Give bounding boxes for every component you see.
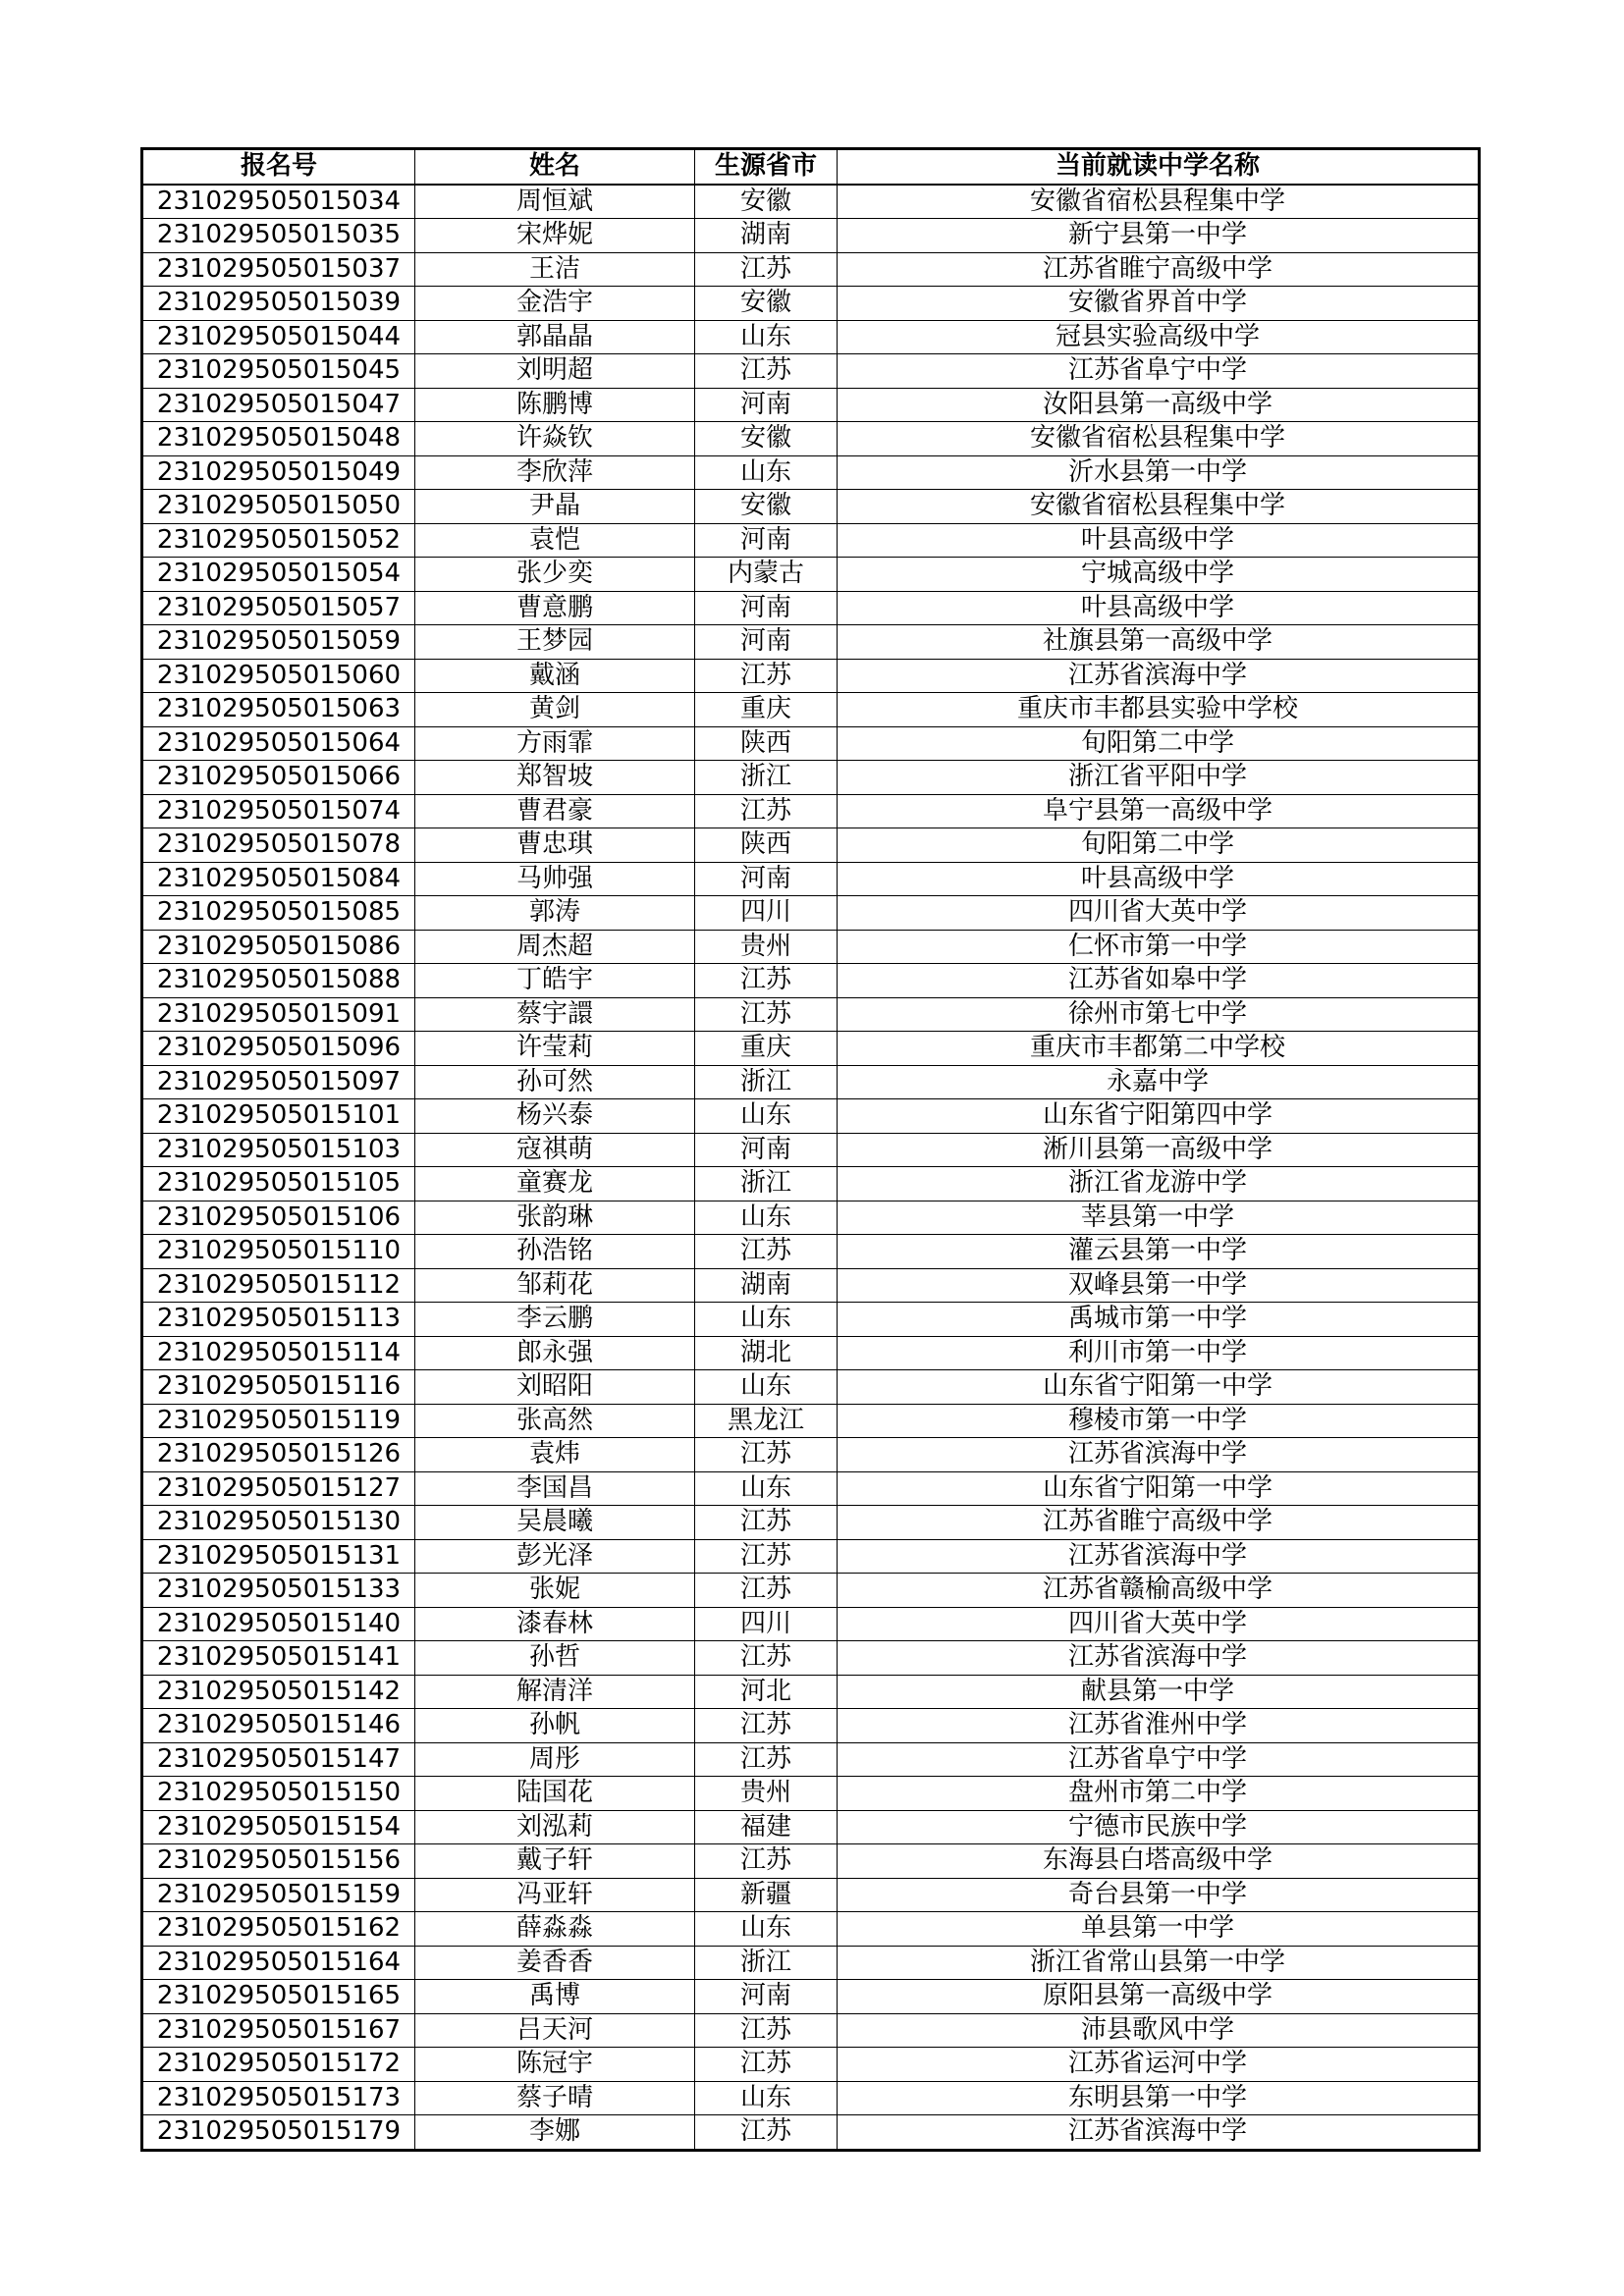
table-row — [142, 1065, 1480, 1099]
province-cell: 河南 — [695, 1980, 838, 2014]
name-cell: 彭光泽 — [415, 1539, 695, 1574]
table-row — [142, 523, 1480, 558]
school-cell: 安徽省宿松县程集中学 — [838, 490, 1480, 524]
school-cell: 献县第一中学 — [838, 1675, 1480, 1709]
table-row — [142, 1506, 1480, 1540]
table-row — [142, 1742, 1480, 1777]
province-cell: 江苏 — [695, 964, 838, 998]
name-cell: 张韵琳 — [415, 1201, 695, 1235]
registration-number-cell: 231029505015078 — [142, 828, 415, 863]
registration-number-cell: 231029505015096 — [142, 1032, 415, 1066]
table-row — [142, 1709, 1480, 1743]
province-cell: 河南 — [695, 1133, 838, 1167]
roster-table — [140, 147, 1481, 2152]
school-cell: 沂水县第一中学 — [838, 455, 1480, 490]
school-cell: 安徽省界首中学 — [838, 287, 1480, 321]
registration-number-cell: 231029505015101 — [142, 1099, 415, 1134]
name-cell: 金浩宇 — [415, 287, 695, 321]
name-cell: 王梦园 — [415, 625, 695, 660]
registration-number-cell: 231029505015086 — [142, 930, 415, 964]
table-row — [142, 185, 1480, 219]
name-cell: 刘明超 — [415, 354, 695, 389]
school-cell: 冠县实验高级中学 — [838, 320, 1480, 354]
province-cell: 河南 — [695, 591, 838, 625]
name-cell: 禹博 — [415, 1980, 695, 2014]
registration-number-cell: 231029505015084 — [142, 862, 415, 896]
header-row — [142, 149, 1480, 185]
name-cell: 陆国花 — [415, 1777, 695, 1811]
registration-number-cell: 231029505015057 — [142, 591, 415, 625]
province-cell: 重庆 — [695, 1032, 838, 1066]
school-cell: 江苏省运河中学 — [838, 2048, 1480, 2082]
registration-number-cell: 231029505015105 — [142, 1167, 415, 1201]
registration-number-cell: 231029505015050 — [142, 490, 415, 524]
registration-number-cell: 231029505015044 — [142, 320, 415, 354]
school-cell: 重庆市丰都县实验中学校 — [838, 693, 1480, 727]
province-cell: 江苏 — [695, 2048, 838, 2082]
table-row — [142, 828, 1480, 863]
table-row — [142, 1539, 1480, 1574]
table-row — [142, 1235, 1480, 1269]
table-row — [142, 1946, 1480, 1980]
school-cell: 江苏省滨海中学 — [838, 1641, 1480, 1676]
school-cell: 宁德市民族中学 — [838, 1810, 1480, 1844]
name-cell: 戴涵 — [415, 659, 695, 693]
school-cell: 原阳县第一高级中学 — [838, 1980, 1480, 2014]
province-cell: 山东 — [695, 1201, 838, 1235]
school-cell: 东海县白塔高级中学 — [838, 1844, 1480, 1879]
name-cell: 蔡子晴 — [415, 2081, 695, 2115]
name-cell: 宋烨妮 — [415, 219, 695, 253]
name-cell: 李欣萍 — [415, 455, 695, 490]
registration-number-cell: 231029505015035 — [142, 219, 415, 253]
province-cell: 浙江 — [695, 1946, 838, 1980]
table-row — [142, 1404, 1480, 1438]
school-cell: 江苏省睢宁高级中学 — [838, 252, 1480, 287]
registration-number-cell: 231029505015150 — [142, 1777, 415, 1811]
registration-number-cell: 231029505015066 — [142, 761, 415, 795]
registration-number-cell: 231029505015097 — [142, 1065, 415, 1099]
registration-number-cell: 231029505015037 — [142, 252, 415, 287]
name-cell: 冯亚轩 — [415, 1878, 695, 1912]
province-cell: 江苏 — [695, 252, 838, 287]
province-cell: 江苏 — [695, 1539, 838, 1574]
table-row — [142, 2013, 1480, 2048]
registration-number-cell: 231029505015048 — [142, 422, 415, 456]
table-row — [142, 1641, 1480, 1676]
table-row — [142, 1844, 1480, 1879]
registration-number-cell: 231029505015113 — [142, 1303, 415, 1337]
province-cell: 江苏 — [695, 997, 838, 1032]
name-cell: 袁恺 — [415, 523, 695, 558]
registration-number-cell: 231029505015133 — [142, 1574, 415, 1608]
registration-number-cell: 231029505015059 — [142, 625, 415, 660]
province-cell: 江苏 — [695, 354, 838, 389]
table-row — [142, 1912, 1480, 1947]
table-row — [142, 1607, 1480, 1641]
table-row — [142, 1777, 1480, 1811]
table-row — [142, 1032, 1480, 1066]
province-cell: 山东 — [695, 320, 838, 354]
name-cell: 戴子轩 — [415, 1844, 695, 1879]
school-cell: 社旗县第一高级中学 — [838, 625, 1480, 660]
name-cell: 郭涛 — [415, 896, 695, 931]
table-row — [142, 1336, 1480, 1370]
province-cell: 黑龙江 — [695, 1404, 838, 1438]
name-cell: 张少奕 — [415, 558, 695, 592]
name-cell: 陈冠宇 — [415, 2048, 695, 2082]
province-cell: 江苏 — [695, 2013, 838, 2048]
school-cell: 叶县高级中学 — [838, 591, 1480, 625]
province-cell: 四川 — [695, 1607, 838, 1641]
name-cell: 黄剑 — [415, 693, 695, 727]
registration-number-cell: 231029505015114 — [142, 1336, 415, 1370]
province-cell: 江苏 — [695, 1709, 838, 1743]
province-cell: 贵州 — [695, 1777, 838, 1811]
table-row — [142, 252, 1480, 287]
registration-number-cell: 231029505015173 — [142, 2081, 415, 2115]
name-cell: 吕天河 — [415, 2013, 695, 2048]
name-cell: 郭晶晶 — [415, 320, 695, 354]
table-body — [142, 185, 1480, 2151]
school-cell: 沛县歌风中学 — [838, 2013, 1480, 2048]
school-cell: 奇台县第一中学 — [838, 1878, 1480, 1912]
province-cell: 江苏 — [695, 1506, 838, 1540]
province-cell: 湖北 — [695, 1336, 838, 1370]
school-cell: 禹城市第一中学 — [838, 1303, 1480, 1337]
school-cell: 徐州市第七中学 — [838, 997, 1480, 1032]
school-cell: 江苏省滨海中学 — [838, 659, 1480, 693]
registration-number-cell: 231029505015127 — [142, 1471, 415, 1506]
table-row — [142, 1133, 1480, 1167]
registration-number-cell: 231029505015130 — [142, 1506, 415, 1540]
province-cell: 河南 — [695, 625, 838, 660]
table-row — [142, 287, 1480, 321]
registration-number-cell: 231029505015045 — [142, 354, 415, 389]
school-cell: 山东省宁阳第一中学 — [838, 1370, 1480, 1405]
registration-number-cell: 231029505015049 — [142, 455, 415, 490]
name-cell: 李娜 — [415, 2115, 695, 2151]
school-cell: 灌云县第一中学 — [838, 1235, 1480, 1269]
province-cell: 山东 — [695, 1471, 838, 1506]
name-cell: 李国昌 — [415, 1471, 695, 1506]
province-cell: 湖南 — [695, 1268, 838, 1303]
name-cell: 刘泓莉 — [415, 1810, 695, 1844]
province-cell: 陕西 — [695, 828, 838, 863]
school-cell: 叶县高级中学 — [838, 862, 1480, 896]
name-cell: 薛淼淼 — [415, 1912, 695, 1947]
school-cell: 双峰县第一中学 — [838, 1268, 1480, 1303]
name-cell: 马帅强 — [415, 862, 695, 896]
name-cell: 周恒斌 — [415, 185, 695, 219]
table-row — [142, 862, 1480, 896]
name-cell: 陈鹏博 — [415, 388, 695, 422]
registration-number-cell: 231029505015074 — [142, 794, 415, 828]
province-cell: 河北 — [695, 1675, 838, 1709]
registration-number-cell: 231029505015116 — [142, 1370, 415, 1405]
registration-number-cell: 231029505015156 — [142, 1844, 415, 1879]
registration-number-cell: 231029505015054 — [142, 558, 415, 592]
name-cell: 李云鹏 — [415, 1303, 695, 1337]
school-cell: 江苏省淮州中学 — [838, 1709, 1480, 1743]
table-row — [142, 997, 1480, 1032]
school-cell: 江苏省滨海中学 — [838, 2115, 1480, 2151]
name-cell: 王洁 — [415, 252, 695, 287]
table-row — [142, 490, 1480, 524]
province-cell: 四川 — [695, 896, 838, 931]
table-row — [142, 354, 1480, 389]
province-cell: 浙江 — [695, 1065, 838, 1099]
registration-number-cell: 231029505015060 — [142, 659, 415, 693]
header-school: 当前就读中学名称 — [838, 149, 1480, 185]
table-row — [142, 219, 1480, 253]
province-cell: 河南 — [695, 862, 838, 896]
province-cell: 陕西 — [695, 726, 838, 761]
name-cell: 郎永强 — [415, 1336, 695, 1370]
province-cell: 江苏 — [695, 659, 838, 693]
table-row — [142, 794, 1480, 828]
province-cell: 河南 — [695, 523, 838, 558]
registration-number-cell: 231029505015039 — [142, 287, 415, 321]
table-row — [142, 1303, 1480, 1337]
school-cell: 淅川县第一高级中学 — [838, 1133, 1480, 1167]
province-cell: 江苏 — [695, 1641, 838, 1676]
table-row — [142, 1810, 1480, 1844]
table-row — [142, 1438, 1480, 1472]
table-row — [142, 1471, 1480, 1506]
registration-number-cell: 231029505015159 — [142, 1878, 415, 1912]
table-row — [142, 1268, 1480, 1303]
province-cell: 河南 — [695, 388, 838, 422]
school-cell: 江苏省滨海中学 — [838, 1438, 1480, 1472]
name-cell: 孙浩铭 — [415, 1235, 695, 1269]
registration-number-cell: 231029505015034 — [142, 185, 415, 219]
school-cell: 江苏省滨海中学 — [838, 1539, 1480, 1574]
name-cell: 曹忠琪 — [415, 828, 695, 863]
name-cell: 许莹莉 — [415, 1032, 695, 1066]
province-cell: 贵州 — [695, 930, 838, 964]
name-cell: 吴晨曦 — [415, 1506, 695, 1540]
registration-number-cell: 231029505015064 — [142, 726, 415, 761]
school-cell: 单县第一中学 — [838, 1912, 1480, 1947]
registration-number-cell: 231029505015179 — [142, 2115, 415, 2151]
registration-number-cell: 231029505015131 — [142, 1539, 415, 1574]
table-row — [142, 1878, 1480, 1912]
name-cell: 邹莉花 — [415, 1268, 695, 1303]
province-cell: 内蒙古 — [695, 558, 838, 592]
name-cell: 方雨霏 — [415, 726, 695, 761]
name-cell: 孙帆 — [415, 1709, 695, 1743]
registration-number-cell: 231029505015103 — [142, 1133, 415, 1167]
school-cell: 仁怀市第一中学 — [838, 930, 1480, 964]
header-province: 生源省市 — [695, 149, 838, 185]
table-row — [142, 1167, 1480, 1201]
province-cell: 山东 — [695, 1303, 838, 1337]
registration-number-cell: 231029505015112 — [142, 1268, 415, 1303]
province-cell: 江苏 — [695, 1438, 838, 1472]
table-row — [142, 1675, 1480, 1709]
province-cell: 安徽 — [695, 185, 838, 219]
table-row — [142, 659, 1480, 693]
registration-number-cell: 231029505015154 — [142, 1810, 415, 1844]
school-cell: 浙江省龙游中学 — [838, 1167, 1480, 1201]
province-cell: 山东 — [695, 455, 838, 490]
province-cell: 山东 — [695, 1099, 838, 1134]
name-cell: 张妮 — [415, 1574, 695, 1608]
school-cell: 旬阳第二中学 — [838, 726, 1480, 761]
province-cell: 江苏 — [695, 2115, 838, 2151]
province-cell: 浙江 — [695, 1167, 838, 1201]
table-row — [142, 625, 1480, 660]
province-cell: 山东 — [695, 1912, 838, 1947]
school-cell: 山东省宁阳第四中学 — [838, 1099, 1480, 1134]
school-cell: 江苏省阜宁中学 — [838, 1742, 1480, 1777]
registration-number-cell: 231029505015141 — [142, 1641, 415, 1676]
school-cell: 山东省宁阳第一中学 — [838, 1471, 1480, 1506]
name-cell: 孙哲 — [415, 1641, 695, 1676]
table-row — [142, 1370, 1480, 1405]
table-row — [142, 558, 1480, 592]
name-cell: 漆春林 — [415, 1607, 695, 1641]
school-cell: 永嘉中学 — [838, 1065, 1480, 1099]
registration-number-cell: 231029505015106 — [142, 1201, 415, 1235]
province-cell: 福建 — [695, 1810, 838, 1844]
table-row — [142, 930, 1480, 964]
name-cell: 姜香香 — [415, 1946, 695, 1980]
registration-number-cell: 231029505015162 — [142, 1912, 415, 1947]
school-cell: 利川市第一中学 — [838, 1336, 1480, 1370]
school-cell: 江苏省如皋中学 — [838, 964, 1480, 998]
table-row — [142, 896, 1480, 931]
school-cell: 叶县高级中学 — [838, 523, 1480, 558]
table-row — [142, 1099, 1480, 1134]
table-row — [142, 422, 1480, 456]
school-cell: 江苏省赣榆高级中学 — [838, 1574, 1480, 1608]
table-row — [142, 2115, 1480, 2151]
name-cell: 袁炜 — [415, 1438, 695, 1472]
table-row — [142, 320, 1480, 354]
table-row — [142, 455, 1480, 490]
school-cell: 宁城高级中学 — [838, 558, 1480, 592]
school-cell: 江苏省睢宁高级中学 — [838, 1506, 1480, 1540]
registration-number-cell: 231029505015063 — [142, 693, 415, 727]
table-row — [142, 1980, 1480, 2014]
province-cell: 山东 — [695, 1370, 838, 1405]
registration-number-cell: 231029505015088 — [142, 964, 415, 998]
school-cell: 东明县第一中学 — [838, 2081, 1480, 2115]
province-cell: 安徽 — [695, 490, 838, 524]
table-row — [142, 1201, 1480, 1235]
registration-number-cell: 231029505015140 — [142, 1607, 415, 1641]
name-cell: 杨兴泰 — [415, 1099, 695, 1134]
province-cell: 新疆 — [695, 1878, 838, 1912]
registration-number-cell: 231029505015142 — [142, 1675, 415, 1709]
school-cell: 安徽省宿松县程集中学 — [838, 422, 1480, 456]
name-cell: 周彤 — [415, 1742, 695, 1777]
registration-number-cell: 231029505015165 — [142, 1980, 415, 2014]
name-cell: 蔡宇譞 — [415, 997, 695, 1032]
registration-number-cell: 231029505015119 — [142, 1404, 415, 1438]
table-row — [142, 726, 1480, 761]
registration-number-cell: 231029505015147 — [142, 1742, 415, 1777]
name-cell: 尹晶 — [415, 490, 695, 524]
table-row — [142, 1574, 1480, 1608]
table-row — [142, 388, 1480, 422]
school-cell: 穆棱市第一中学 — [838, 1404, 1480, 1438]
school-cell: 重庆市丰都第二中学校 — [838, 1032, 1480, 1066]
school-cell: 阜宁县第一高级中学 — [838, 794, 1480, 828]
school-cell: 旬阳第二中学 — [838, 828, 1480, 863]
name-cell: 解清洋 — [415, 1675, 695, 1709]
school-cell: 安徽省宿松县程集中学 — [838, 185, 1480, 219]
name-cell: 童赛龙 — [415, 1167, 695, 1201]
school-cell: 新宁县第一中学 — [838, 219, 1480, 253]
registration-number-cell: 231029505015126 — [142, 1438, 415, 1472]
school-cell: 四川省大英中学 — [838, 896, 1480, 931]
province-cell: 重庆 — [695, 693, 838, 727]
province-cell: 安徽 — [695, 287, 838, 321]
name-cell: 曹君豪 — [415, 794, 695, 828]
registration-number-cell: 231029505015052 — [142, 523, 415, 558]
name-cell: 张高然 — [415, 1404, 695, 1438]
table-row — [142, 693, 1480, 727]
province-cell: 湖南 — [695, 219, 838, 253]
registration-number-cell: 231029505015164 — [142, 1946, 415, 1980]
province-cell: 江苏 — [695, 794, 838, 828]
table-row — [142, 761, 1480, 795]
province-cell: 浙江 — [695, 761, 838, 795]
name-cell: 曹意鹏 — [415, 591, 695, 625]
province-cell: 山东 — [695, 2081, 838, 2115]
table-row — [142, 591, 1480, 625]
school-cell: 盘州市第二中学 — [838, 1777, 1480, 1811]
school-cell: 汝阳县第一高级中学 — [838, 388, 1480, 422]
registration-number-cell: 231029505015085 — [142, 896, 415, 931]
school-cell: 江苏省阜宁中学 — [838, 354, 1480, 389]
school-cell: 浙江省平阳中学 — [838, 761, 1480, 795]
school-cell: 四川省大英中学 — [838, 1607, 1480, 1641]
name-cell: 丁皓宇 — [415, 964, 695, 998]
table-row — [142, 2081, 1480, 2115]
province-cell: 江苏 — [695, 1742, 838, 1777]
header-name: 姓名 — [415, 149, 695, 185]
registration-number-cell: 231029505015146 — [142, 1709, 415, 1743]
province-cell: 江苏 — [695, 1844, 838, 1879]
table-row — [142, 2048, 1480, 2082]
header-registration-number: 报名号 — [142, 149, 415, 185]
name-cell: 许焱钦 — [415, 422, 695, 456]
province-cell: 安徽 — [695, 422, 838, 456]
registration-number-cell: 231029505015167 — [142, 2013, 415, 2048]
name-cell: 刘昭阳 — [415, 1370, 695, 1405]
province-cell: 江苏 — [695, 1574, 838, 1608]
registration-number-cell: 231029505015172 — [142, 2048, 415, 2082]
registration-number-cell: 231029505015110 — [142, 1235, 415, 1269]
school-cell: 莘县第一中学 — [838, 1201, 1480, 1235]
table-row — [142, 964, 1480, 998]
name-cell: 孙可然 — [415, 1065, 695, 1099]
school-cell: 浙江省常山县第一中学 — [838, 1946, 1480, 1980]
registration-number-cell: 231029505015047 — [142, 388, 415, 422]
province-cell: 江苏 — [695, 1235, 838, 1269]
name-cell: 寇祺萌 — [415, 1133, 695, 1167]
name-cell: 郑智坡 — [415, 761, 695, 795]
name-cell: 周杰超 — [415, 930, 695, 964]
registration-number-cell: 231029505015091 — [142, 997, 415, 1032]
